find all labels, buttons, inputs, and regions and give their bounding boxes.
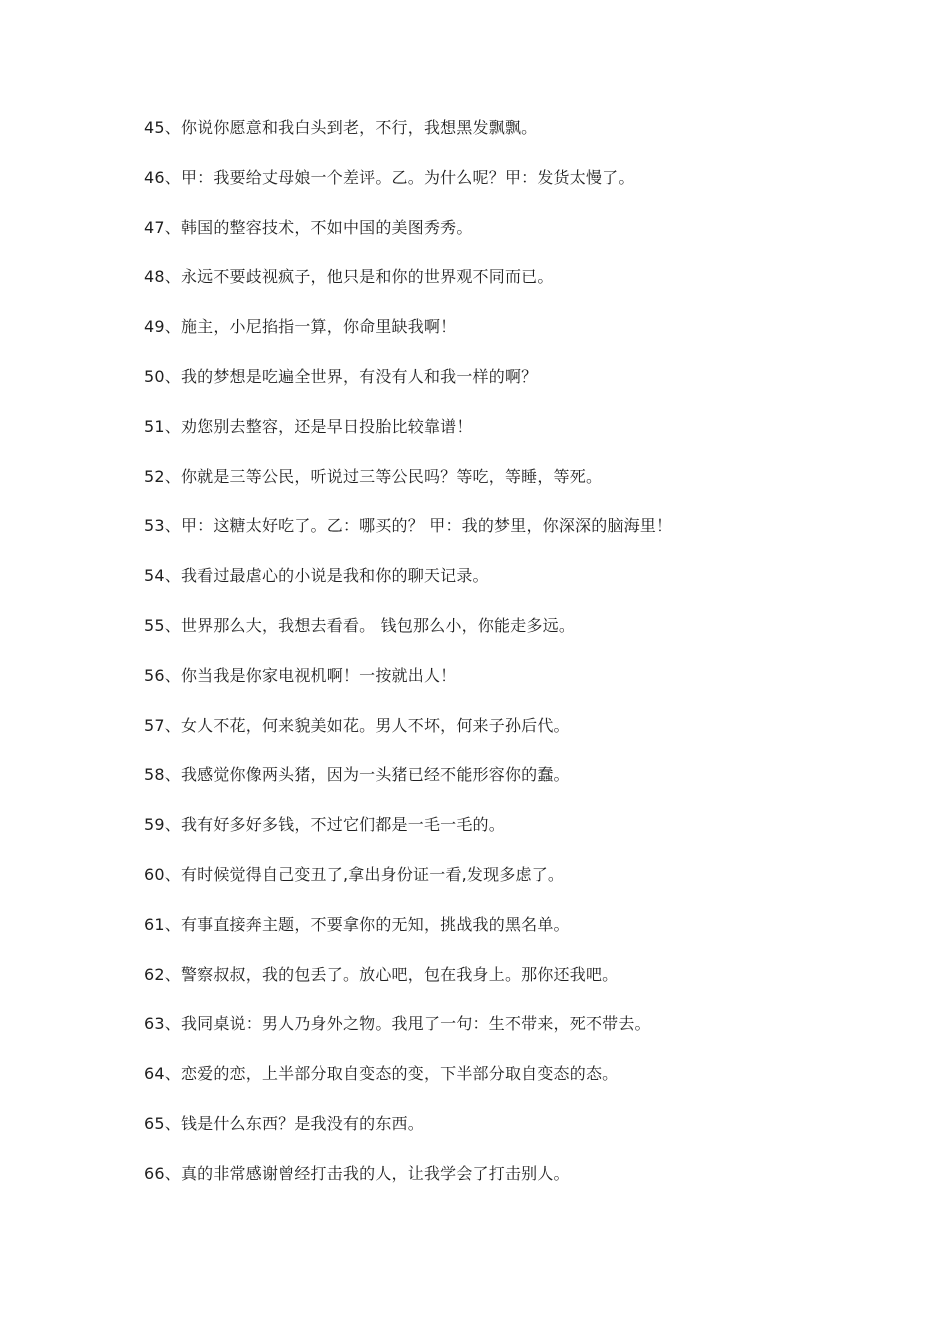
joke-51: 51、劝您别去整容，还是早日投胎比较靠谱！ bbox=[144, 416, 473, 436]
joke-59: 59、我有好多好多钱，不过它们都是一毛一毛的。 bbox=[144, 815, 505, 835]
joke-65: 65、钱是什么东西？是我没有的东西。 bbox=[144, 1113, 424, 1133]
joke-53: 53、甲：这糖太好吃了。乙：哪买的？ 甲：我的梦里，你深深的脑海里！ bbox=[144, 516, 673, 536]
joke-64: 64、恋爱的恋，上半部分取自变态的变，下半部分取自变态的态。 bbox=[144, 1064, 619, 1084]
joke-56: 56、你当我是你家电视机啊！一按就出人！ bbox=[144, 665, 457, 685]
joke-45: 45、你说你愿意和我白头到老，不行，我想黑发飘飘。 bbox=[144, 118, 538, 137]
joke-46: 46、甲：我要给丈母娘一个差评。乙。为什么呢？甲：发货太慢了。 bbox=[144, 167, 635, 187]
joke-55: 55、世界那么大，我想去看看。 钱包那么小，你能走多远。 bbox=[144, 615, 576, 635]
joke-50: 50、我的梦想是吃遍全世界，有没有人和我一样的啊？ bbox=[144, 366, 538, 386]
joke-49: 49、施主，小尼掐指一算，你命里缺我啊！ bbox=[144, 317, 457, 337]
joke-52: 52、你就是三等公民，听说过三等公民吗？等吃，等睡，等死。 bbox=[144, 466, 603, 486]
joke-62: 62、警察叔叔，我的包丢了。放心吧，包在我身上。那你还我吧。 bbox=[144, 964, 619, 984]
joke-47: 47、韩国的整容技术，不如中国的美图秀秀。 bbox=[144, 217, 473, 237]
joke-60: 60、有时候觉得自己变丑了,拿出身份证一看,发现多虑了。 bbox=[144, 864, 565, 884]
joke-63: 63、我同桌说：男人乃身外之物。我甩了一句：生不带来，死不带去。 bbox=[144, 1014, 651, 1034]
joke-61: 61、有事直接奔主题，不要拿你的无知，挑战我的黑名单。 bbox=[144, 914, 570, 934]
joke-57: 57、女人不花，何来貌美如花。男人不坏，何来子孙后代。 bbox=[144, 715, 570, 735]
joke-48: 48、永远不要歧视疯子，他只是和你的世界观不同而已。 bbox=[144, 267, 554, 287]
joke-list bbox=[144, 115, 864, 1211]
joke-66: 66、真的非常感谢曾经打击我的人，让我学会了打击别人。 bbox=[144, 1163, 570, 1183]
joke-58: 58、我感觉你像两头猪，因为一头猪已经不能形容你的蠢。 bbox=[144, 765, 570, 785]
joke-54: 54、我看过最虐心的小说是我和你的聊天记录。 bbox=[144, 566, 489, 586]
